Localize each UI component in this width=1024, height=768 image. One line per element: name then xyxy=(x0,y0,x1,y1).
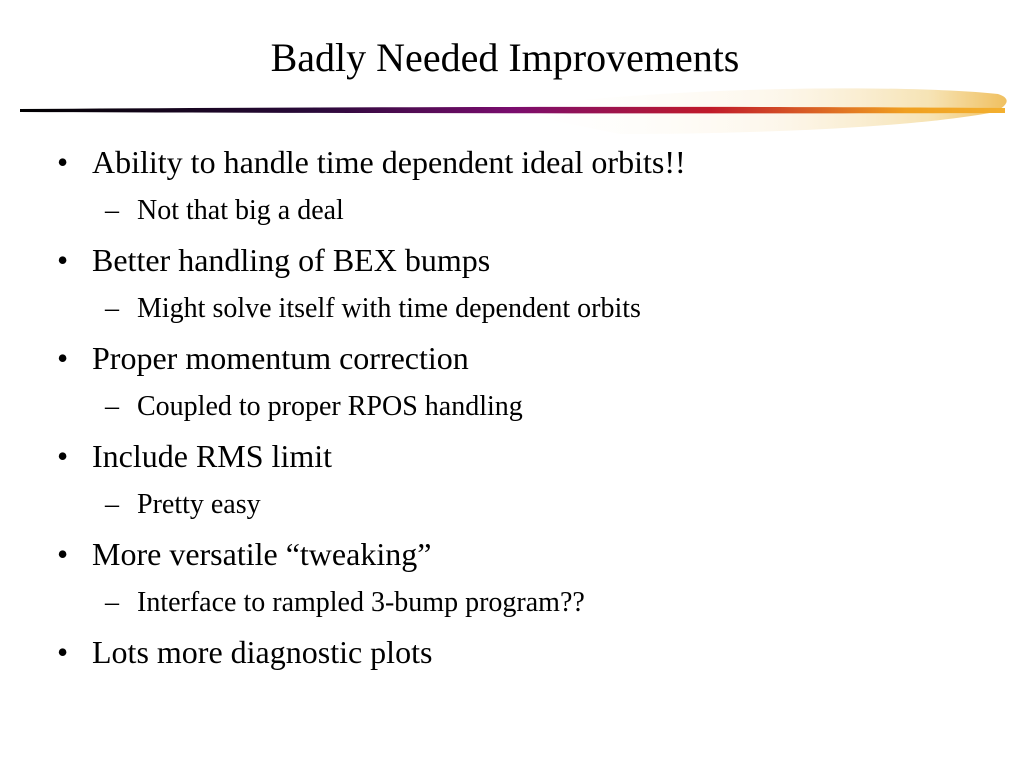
bullet-marker: • xyxy=(57,340,69,376)
bullet-marker: • xyxy=(57,144,69,180)
sub-bullet-item xyxy=(0,186,1024,236)
sub-bullet-text: Not that big a deal xyxy=(137,195,344,226)
sub-bullet-marker: – xyxy=(105,195,119,226)
bullet-text: Proper momentum correction xyxy=(92,340,469,376)
bullet-text: Include RMS limit xyxy=(92,438,332,474)
bullet-item xyxy=(0,138,1024,186)
sub-bullet-marker: – xyxy=(105,587,119,618)
bullet-item xyxy=(0,628,1024,676)
bullet-text: Ability to handle time dependent ideal orbits!! xyxy=(92,144,686,180)
sub-bullet-marker: – xyxy=(105,489,119,520)
slide-title: Badly Needed Improvements xyxy=(270,35,740,80)
sub-bullet-text: Coupled to proper RPOS handling xyxy=(137,391,523,422)
title-underline-swoosh xyxy=(20,82,1010,142)
sub-bullet-text: Interface to rampled 3-bump program?? xyxy=(137,587,585,618)
bullet-item xyxy=(0,530,1024,578)
sub-bullet-item xyxy=(0,284,1024,334)
sub-bullet-item xyxy=(0,382,1024,432)
sub-bullet-marker: – xyxy=(105,293,119,324)
sub-bullet-text: Pretty easy xyxy=(137,489,261,520)
sub-bullet-text: Might solve itself with time dependent orbits xyxy=(137,293,641,324)
bullet-text: More versatile “tweaking” xyxy=(92,536,432,572)
sub-bullet-item xyxy=(0,480,1024,530)
bullet-item xyxy=(0,236,1024,284)
bullet-text: Better handling of BEX bumps xyxy=(92,242,491,278)
bullet-item xyxy=(0,432,1024,480)
sub-bullet-marker: – xyxy=(105,391,119,422)
bullet-marker: • xyxy=(57,634,69,670)
bullet-text: Lots more diagnostic plots xyxy=(92,634,433,670)
bullet-marker: • xyxy=(57,536,69,572)
sub-bullet-item xyxy=(0,578,1024,628)
bullet-list xyxy=(0,138,1024,676)
bullet-item xyxy=(0,334,1024,382)
bullet-marker: • xyxy=(57,242,69,278)
bullet-marker: • xyxy=(57,438,69,474)
